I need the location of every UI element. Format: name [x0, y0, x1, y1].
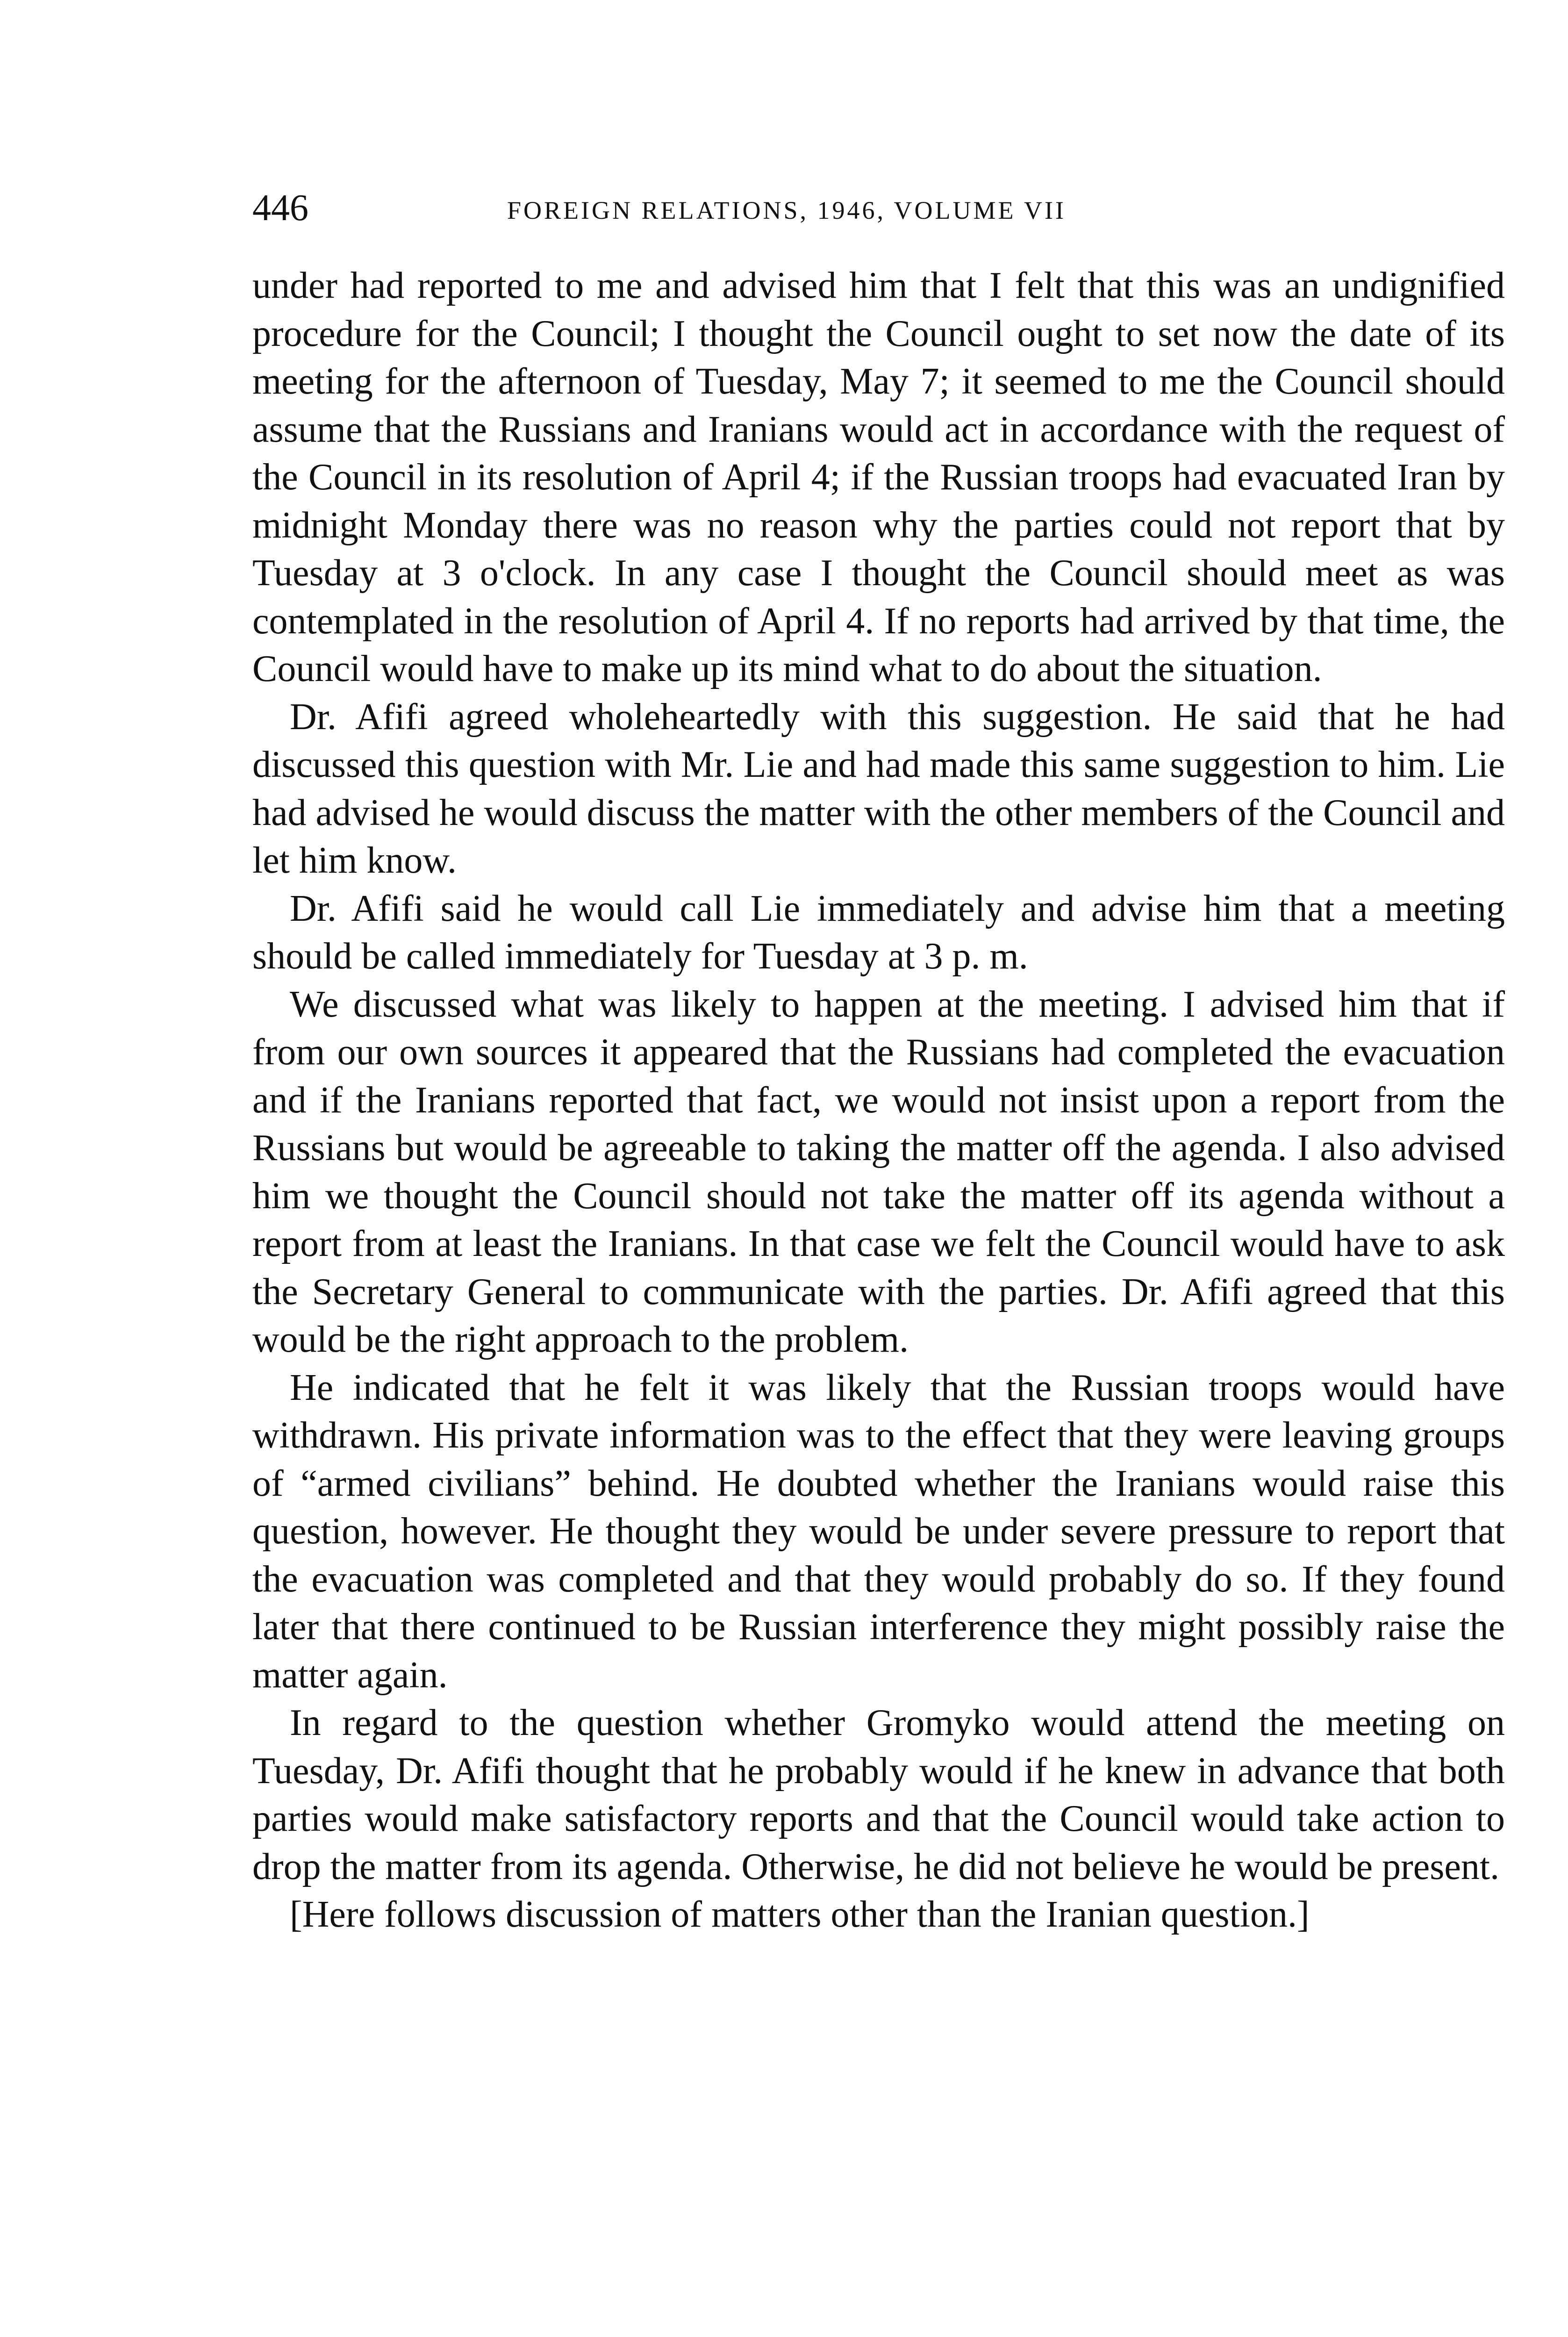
page-number: 446	[252, 187, 308, 229]
running-head: FOREIGN RELATIONS, 1946, VOLUME VII	[507, 196, 1066, 224]
paragraph-6: In regard to the question whether Gromyko would attend the meeting on Tuesday, Dr. Afifi thought that he probably would if he knew in advance that both parties would make satisfactory reports and that the Council would take action to drop the matter from its agenda. Otherwise, he did not believe he would be present.	[252, 1702, 1505, 1887]
paragraph-5: He indicated that he felt it was likely that the Russian troops would have withdrawn. His private information was to the effect that they were leaving groups of “armed civilians” behind. He doubted whether the Iranians would raise this question, however. He thought they would be under severe pressure to report that the evacuation was completed and that they would probably do so. If they found later that there continued to be Russian interference they might possibly raise the matter again.	[252, 1367, 1505, 1696]
paragraph-4: We discussed what was likely to happen at the meeting. I advised him that if from our own sources it appeared that the Russians had completed the evacuation and if the Iranians reported that fact, we would not insist upon a report from the Russians but would be agreeable to taking the matter off the agenda. I also advised him we thought the Council should not take the matter off its agenda without a report from at least the Iranians. In that case we felt the Council would have to ask the Secretary General to communicate with the parties. Dr. Afifi agreed that this would be the right approach to the problem.	[252, 983, 1505, 1360]
paragraph-3: Dr. Afifi said he would call Lie immediately and advise him that a meeting should be called immediately for Tuesday at 3 p. m.	[252, 888, 1505, 977]
paragraph-7: [Here follows discussion of matters other than the Iranian question.]	[290, 1894, 1310, 1935]
paragraph-1: under had reported to me and advised him that I felt that this was an undignified procedure for the Council; I thought the Council ought to set now the date of its meeting for the afternoon of Tuesday, May 7; it seemed to me the Council should assume that the Russians and Iranians would act in accordance with the request of the Council in its resolution of April 4; if the Russian troops had evacuated Iran by midnight Monday there was no reason why the parties could not report that by Tuesday at 3 o'clock. In any case I thought the Council should meet as was contemplated in the resolution of April 4. If no reports had arrived by that time, the Council would have to make up its mind what to do about the situation.	[252, 265, 1505, 689]
body-text	[252, 262, 1505, 1939]
page-header	[252, 185, 1505, 236]
paragraph-2: Dr. Afifi agreed wholeheartedly with this suggestion. He said that he had discussed this question with Mr. Lie and had made this same suggestion to him. Lie had advised he would discuss the matter with the other members of the Council and let him know.	[252, 696, 1505, 881]
